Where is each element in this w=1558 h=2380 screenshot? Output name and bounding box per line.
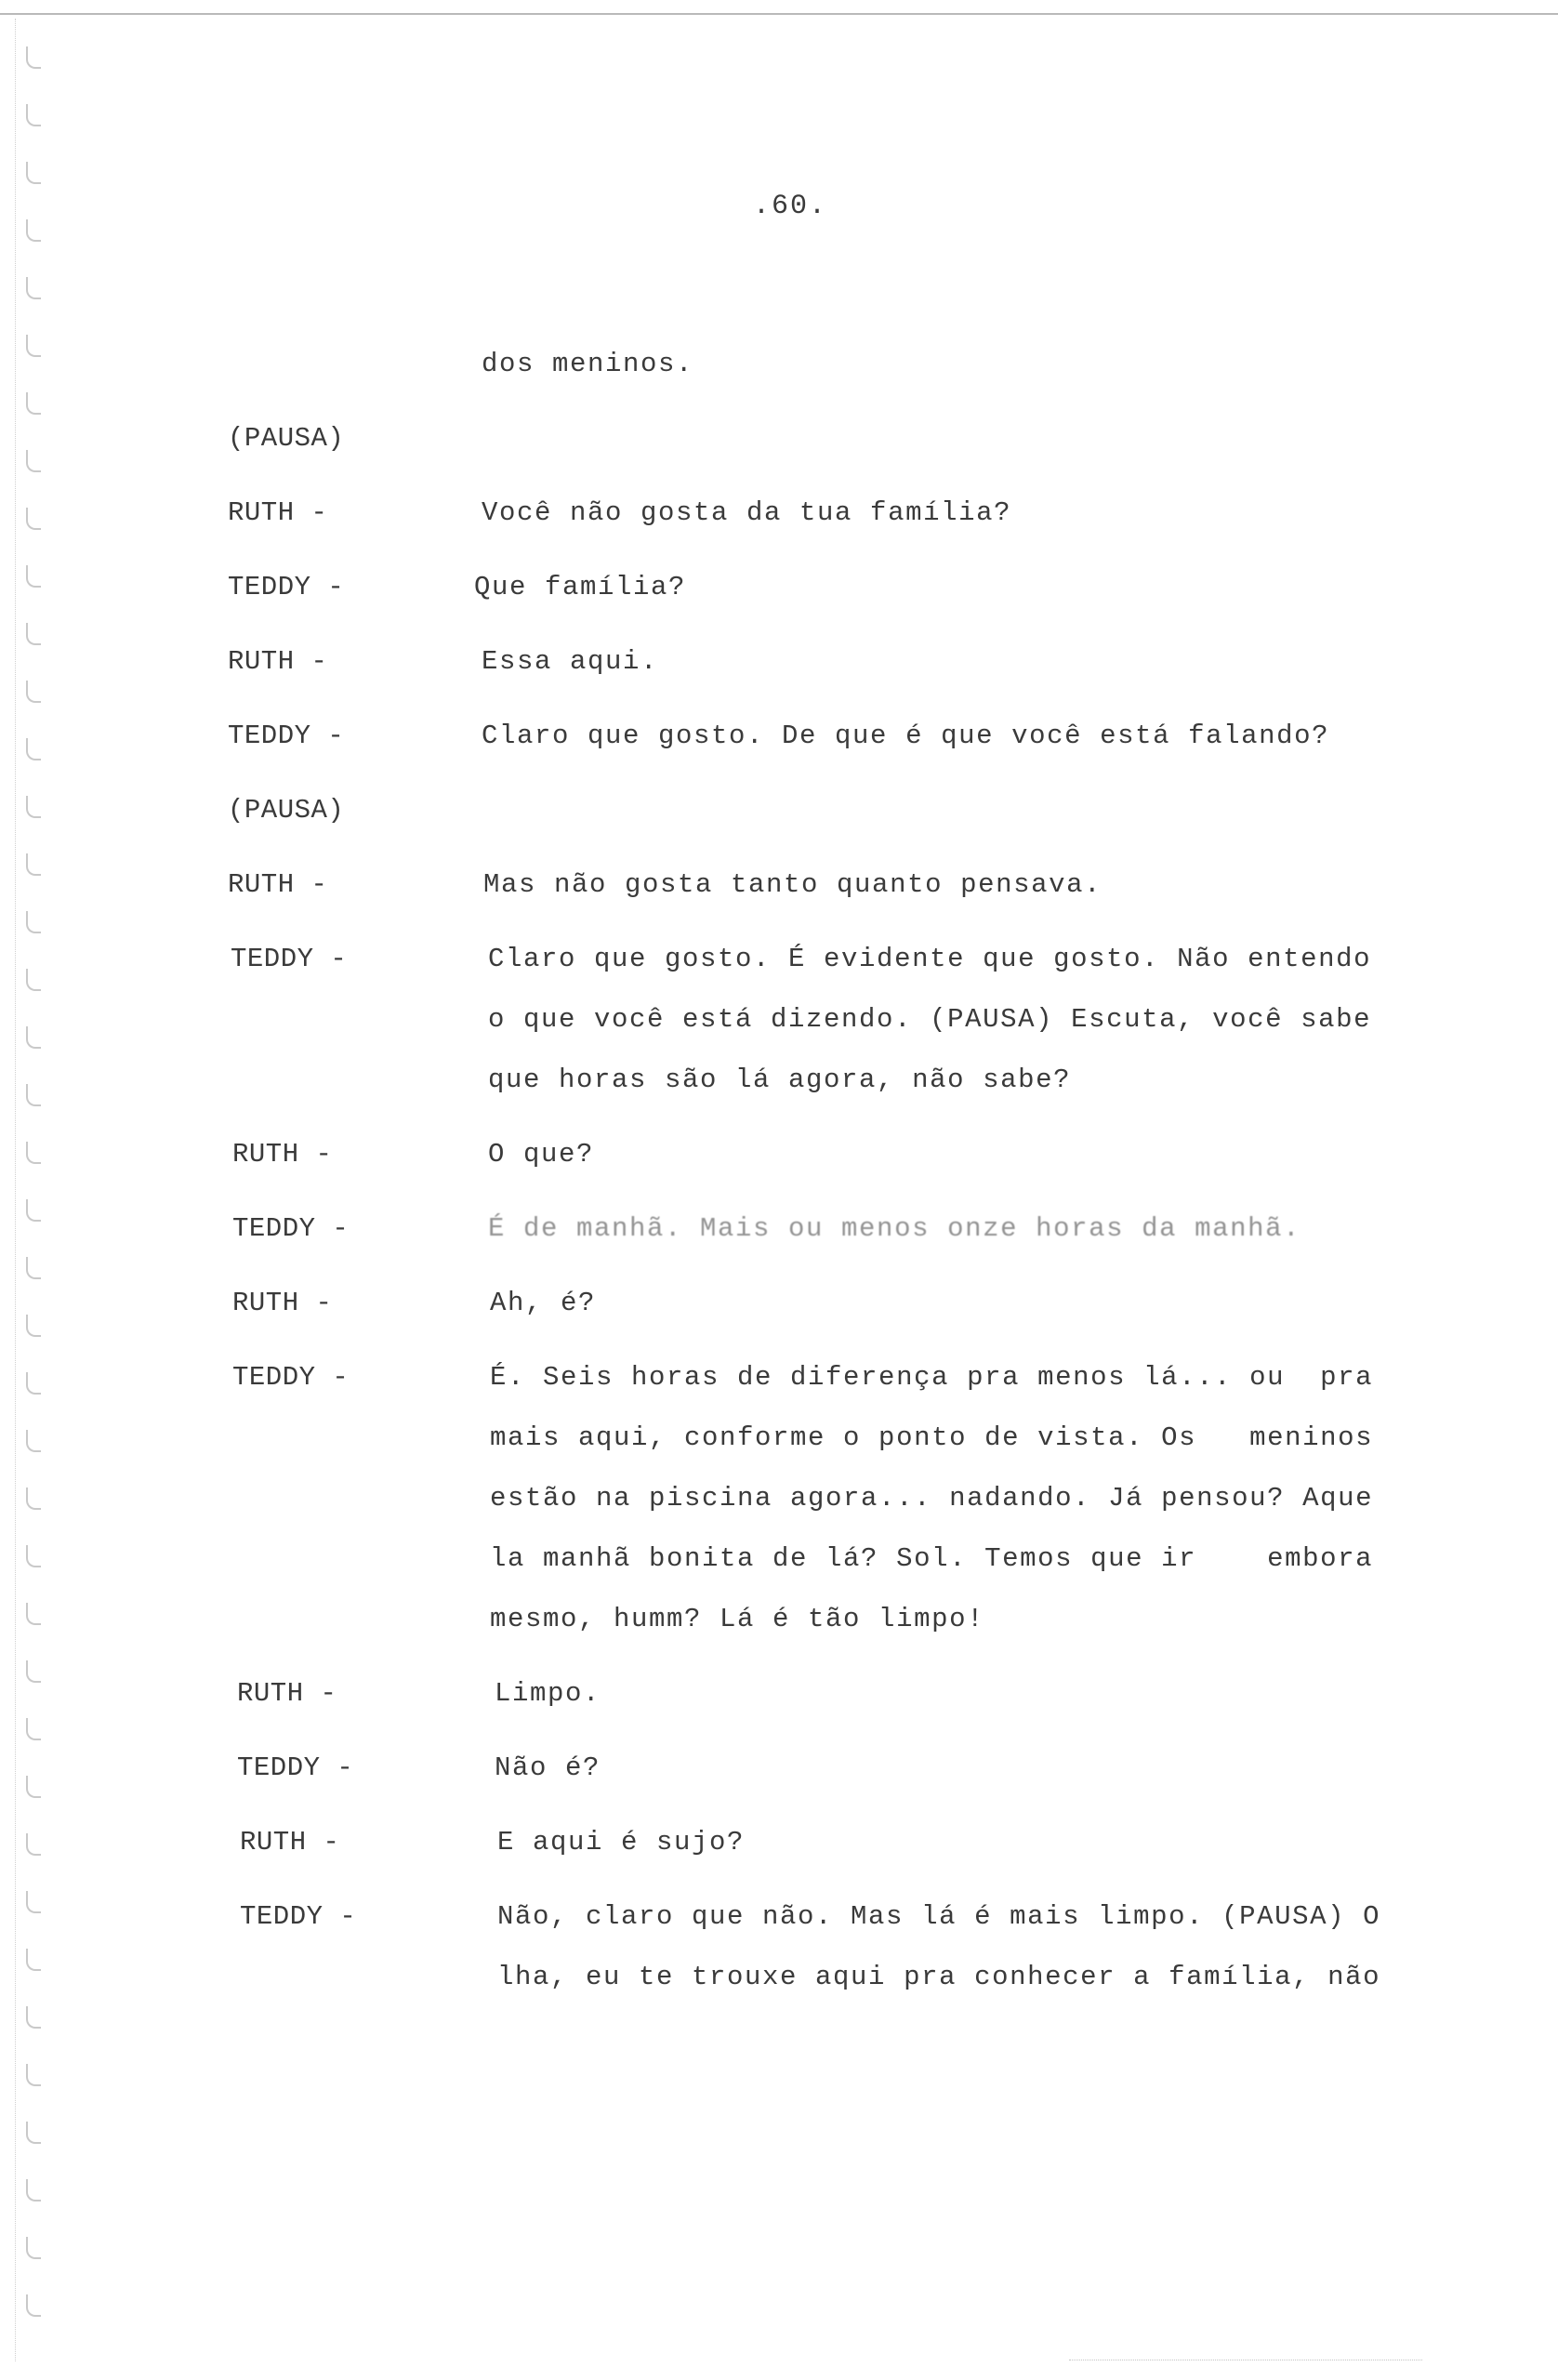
speaker-name: RUTH -: [228, 869, 328, 900]
script-line: [0, 1483, 1558, 1529]
binding-hole-mark: [26, 392, 41, 415]
script-line: [0, 1827, 1558, 1873]
binding-hole-mark: [26, 2294, 41, 2317]
binding-hole-mark: [26, 623, 41, 645]
binding-hole-mark: [26, 162, 41, 184]
speaker-name: RUTH -: [232, 1288, 333, 1318]
script-line: [0, 944, 1558, 990]
script-line: [0, 497, 1558, 544]
binding-hole-mark: [26, 2237, 41, 2259]
speaker-name: RUTH -: [228, 646, 328, 677]
script-line: [0, 1422, 1558, 1469]
dialogue-text: É de manhã. Mais ou menos onze horas da manhã.: [488, 1213, 1301, 1244]
script-line: [0, 646, 1558, 693]
dialogue-text: Que família?: [474, 572, 687, 602]
speaker-name: RUTH -: [228, 497, 328, 528]
binding-hole-mark: [26, 2179, 41, 2202]
speaker-name: TEDDY -: [232, 1213, 350, 1244]
dialogue-text: É. Seis horas de diferença pra menos lá... ou pra: [490, 1362, 1374, 1393]
dialogue-text: Você não gosta da tua família?: [482, 497, 1012, 528]
dialogue-text: estão na piscina agora... nadando. Já pensou? Aque: [490, 1483, 1374, 1514]
stage-direction: (PAUSA): [228, 795, 345, 826]
script-line: [0, 1362, 1558, 1408]
script-line: [0, 1604, 1558, 1650]
script-line: [0, 1678, 1558, 1725]
script-line: [0, 1288, 1558, 1334]
dialogue-text: mais aqui, conforme o ponto de vista. Os meninos: [490, 1422, 1374, 1453]
script-line: [0, 1901, 1558, 1948]
speaker-name: TEDDY -: [228, 572, 345, 602]
dialogue-text: O que?: [488, 1139, 595, 1170]
dialogue-text: dos meninos.: [482, 349, 694, 379]
dialogue-text: que horas são lá agora, não sabe?: [488, 1064, 1072, 1095]
dialogue-text: Ah, é?: [490, 1288, 597, 1318]
binding-hole-mark: [26, 277, 41, 299]
dialogue-text: lha, eu te trouxe aqui pra conhecer a família, não: [497, 1962, 1381, 1992]
script-line: [0, 1213, 1558, 1260]
dialogue-text: Essa aqui.: [482, 646, 659, 677]
dialogue-text: Não, claro que não. Mas lá é mais limpo. (PAUSA) O: [497, 1901, 1381, 1932]
dialogue-text: Não é?: [495, 1752, 601, 1783]
dialogue-text: Claro que gosto. De que é que você está falando?: [482, 721, 1330, 751]
dialogue-text: Mas não gosta tanto quanto pensava.: [483, 869, 1102, 900]
binding-hole-mark: [26, 104, 41, 126]
script-line: [0, 423, 1558, 469]
dialogue-text: E aqui é sujo?: [497, 1827, 746, 1858]
binding-hole-mark: [26, 219, 41, 242]
dialogue-text: la manhã bonita de lá? Sol. Temos que ir embora: [490, 1543, 1374, 1574]
page-number: .60.: [753, 191, 828, 222]
dialogue-text: Claro que gosto. É evidente que gosto. Não entendo: [488, 944, 1372, 974]
speaker-name: TEDDY -: [232, 1362, 350, 1393]
script-line: [0, 572, 1558, 618]
speaker-name: RUTH -: [232, 1139, 333, 1170]
binding-hole-mark: [26, 2006, 41, 2029]
script-line: [0, 1004, 1558, 1051]
speaker-name: RUTH -: [237, 1678, 337, 1709]
paper-top-edge: [0, 13, 1558, 15]
script-line: [0, 795, 1558, 841]
dialogue-text: o que você está dizendo. (PAUSA) Escuta, você sabe: [488, 1004, 1372, 1035]
binding-hole-mark: [26, 2122, 41, 2144]
binding-hole-mark: [26, 46, 41, 69]
stage-direction: (PAUSA): [228, 423, 345, 454]
speaker-name: RUTH -: [240, 1827, 340, 1858]
dialogue-text: mesmo, humm? Lá é tão limpo!: [490, 1604, 985, 1634]
script-line: [0, 869, 1558, 916]
script-line: [0, 1139, 1558, 1185]
dialogue-text: Limpo.: [495, 1678, 601, 1709]
speaker-name: TEDDY -: [231, 944, 348, 974]
speaker-name: TEDDY -: [228, 721, 345, 751]
script-line: [0, 1752, 1558, 1799]
script-line: [0, 349, 1558, 395]
script-line: [0, 1064, 1558, 1111]
speaker-name: TEDDY -: [237, 1752, 354, 1783]
binding-hole-mark: [26, 1257, 41, 1279]
script-line: [0, 1543, 1558, 1590]
binding-hole-mark: [26, 2064, 41, 2086]
script-line: [0, 1962, 1558, 2008]
script-line: [0, 721, 1558, 767]
paper-bottom-edge: [1069, 2360, 1422, 2361]
speaker-name: TEDDY -: [240, 1901, 357, 1932]
